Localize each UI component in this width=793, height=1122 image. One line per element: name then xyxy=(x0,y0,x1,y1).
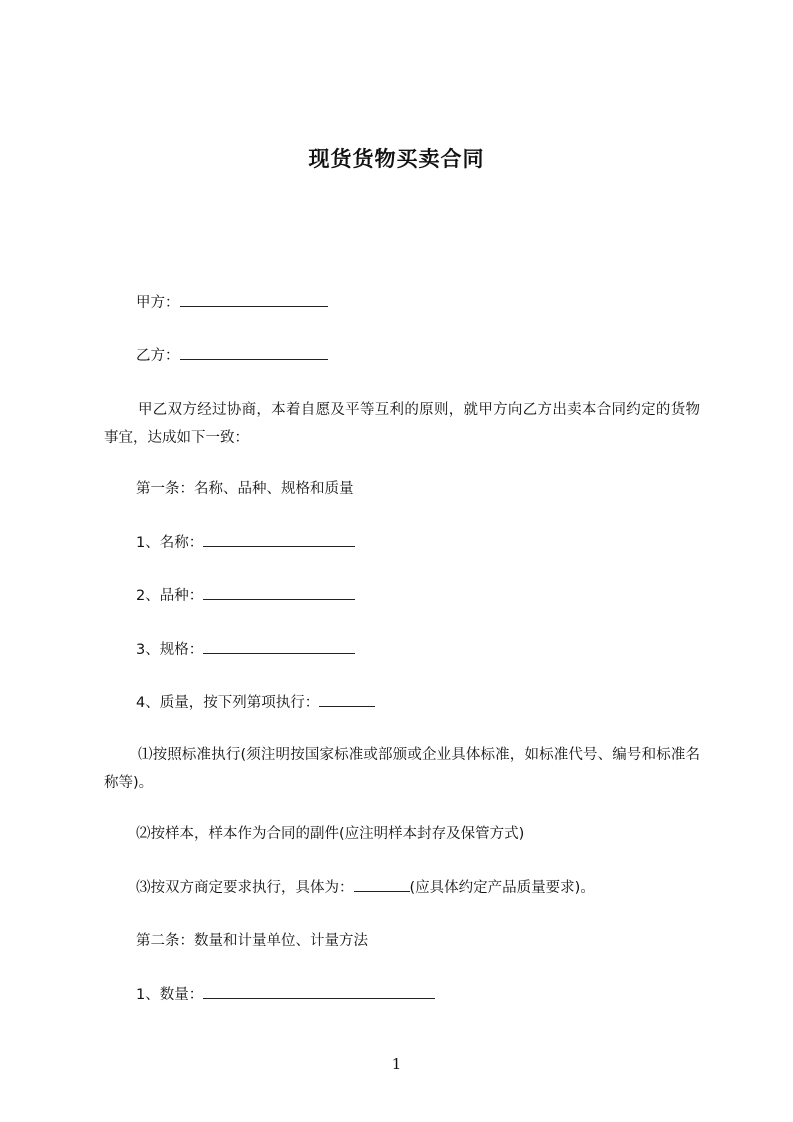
party-b-blank[interactable] xyxy=(180,345,328,360)
item1-name-label: 1、名称： xyxy=(136,535,204,551)
party-a-blank[interactable] xyxy=(180,292,328,307)
article2-item1-label: 1、数量： xyxy=(136,987,204,1003)
quality-option1-paragraph: ⑴按照标准执行(须注明按国家标准或部颁或企业具体标准，如标准代号、编号和标准名称等)。 xyxy=(104,747,700,791)
item2-variety-label: 2、品种： xyxy=(136,588,204,604)
item2-variety-line xyxy=(136,585,355,606)
article2-heading: 第二条：数量和计量单位、计量方法 xyxy=(136,933,368,949)
party-b-line xyxy=(136,345,328,366)
item2-variety-blank[interactable] xyxy=(203,585,355,600)
item3-spec-label: 3、规格： xyxy=(136,642,204,658)
party-a-label: 甲方： xyxy=(136,295,180,311)
item4-quality-label: 4、质量，按下列第项执行： xyxy=(136,695,320,711)
item3-spec-line xyxy=(136,639,355,660)
page-number: 1 xyxy=(391,1055,402,1073)
article1-heading: 第一条：名称、品种、规格和质量 xyxy=(136,481,354,497)
party-b-label: 乙方： xyxy=(136,348,180,364)
party-a-line xyxy=(136,292,328,313)
quality-option2-line: ⑵按样本，样本作为合同的副件(应注明样本封存及保管方式) xyxy=(136,826,525,842)
item3-spec-blank[interactable] xyxy=(203,639,355,654)
quality-option3-blank[interactable] xyxy=(354,877,410,892)
item1-name-line xyxy=(136,532,355,553)
contract-title: 现货货物买卖合同 xyxy=(308,147,485,171)
quality-option3-line xyxy=(136,877,595,898)
quality-option3-suffix: (应具体约定产品质量要求)。 xyxy=(409,880,595,896)
item4-quality-blank[interactable] xyxy=(319,692,375,707)
intro-paragraph: 甲乙双方经过协商，本着自愿及平等互利的原则，就甲方向乙方出卖本合同约定的货物事宜，达成如下一致： xyxy=(104,402,700,446)
quality-option3-prefix: ⑶按双方商定要求执行，具体为： xyxy=(136,880,354,896)
item1-name-blank[interactable] xyxy=(203,532,355,547)
article2-item1-blank[interactable] xyxy=(203,984,435,999)
article2-item1-line xyxy=(136,984,435,1005)
item4-quality-line xyxy=(136,692,375,713)
